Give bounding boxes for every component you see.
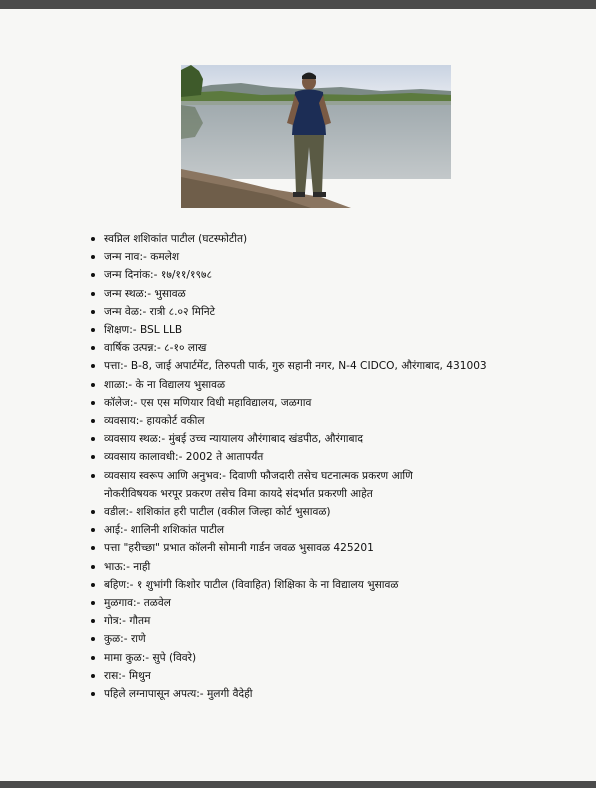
list-item-sister: बहिण:- १ शुभांगी किशोर पाटील (विवाहित) शिक्षिका के ना विद्यालय भुसावळ xyxy=(90,576,580,594)
list-item-gotra: गोत्र:- गौतम xyxy=(90,612,580,630)
list-item-work-duration: व्यवसाय कालावधी:- 2002 ते आतापर्यंत xyxy=(90,448,580,466)
list-item-kul: कुळ:- राणे xyxy=(90,630,580,648)
list-item-children: पहिले लग्नापासून अपत्य:- मुलगी वैदेही xyxy=(90,685,580,703)
list-item-education: शिक्षण:- BSL LLB xyxy=(90,321,580,339)
list-item-birth-time: जन्म वेळ:- रात्री ८.०२ मिनिटे xyxy=(90,303,580,321)
list-item-occupation: व्यवसाय:- हायकोर्ट वकील xyxy=(90,412,580,430)
list-item-work-place: व्यवसाय स्थळ:- मुंबई उच्च न्यायालय औरंगाबाद खंडपीठ, औरंगाबाद xyxy=(90,430,580,448)
list-item-school: शाळा:- के ना विद्यालय भुसावळ xyxy=(90,376,580,394)
list-item-birth-place: जन्म स्थळ:- भुसावळ xyxy=(90,285,580,303)
list-item-name: स्वप्निल शशिकांत पाटील (घटस्फोटीत) xyxy=(90,230,580,248)
viewer-top-bar xyxy=(0,0,596,9)
list-item-native-village: मुळगाव:- तळवेल xyxy=(90,594,580,612)
work-experience-line-1: व्यवसाय स्वरूप आणि अनुभव:- दिवाणी फौजदारी तसेच घटनात्मक प्रकरण आणि xyxy=(104,469,413,482)
list-item-brother: भाऊ:- नाही xyxy=(90,558,580,576)
list-item-mama-kul: मामा कुळ:- सुपे (विवरे) xyxy=(90,649,580,667)
profile-photo xyxy=(181,65,451,208)
list-item-work-experience xyxy=(90,467,580,503)
list-item-college: कॉलेज:- एस एस मणियार विधी महाविद्यालय, जळगाव xyxy=(90,394,580,412)
work-experience-line-2: नोकरीविषयक भरपूर प्रकरण तसेच विमा कायदे संदर्भात प्रकरणी आहेत xyxy=(104,487,373,500)
list-item-native-address: पत्ता "हरीच्छा" प्रभात कॉलनी सोमानी गार्डन जवळ भुसावळ 425201 xyxy=(90,539,580,557)
list-item-mother: आई:- शालिनी शशिकांत पाटील xyxy=(90,521,580,539)
list-item-annual-income: वार्षिक उत्पन्न:- ८-१० लाख xyxy=(90,339,580,357)
list-item-father: वडील:- शशिकांत हरी पाटील (वकील जिल्हा कोर्ट भुसावळ) xyxy=(90,503,580,521)
list-item-rashi: रास:- मिथुन xyxy=(90,667,580,685)
profile-details-list xyxy=(90,230,580,703)
viewer-bottom-bar xyxy=(0,781,596,788)
list-item-address: पत्ता:- B-8, जाई अपार्टमेंट, तिरुपती पार्क, गुरु सहानी नगर, N-4 CIDCO, औरंगाबाद, 431003 xyxy=(90,357,580,375)
list-item-birth-date: जन्म दिनांक:- १७/११/१९७८ xyxy=(90,266,580,284)
list-item-birth-name: जन्म नाव:- कमलेश xyxy=(90,248,580,266)
